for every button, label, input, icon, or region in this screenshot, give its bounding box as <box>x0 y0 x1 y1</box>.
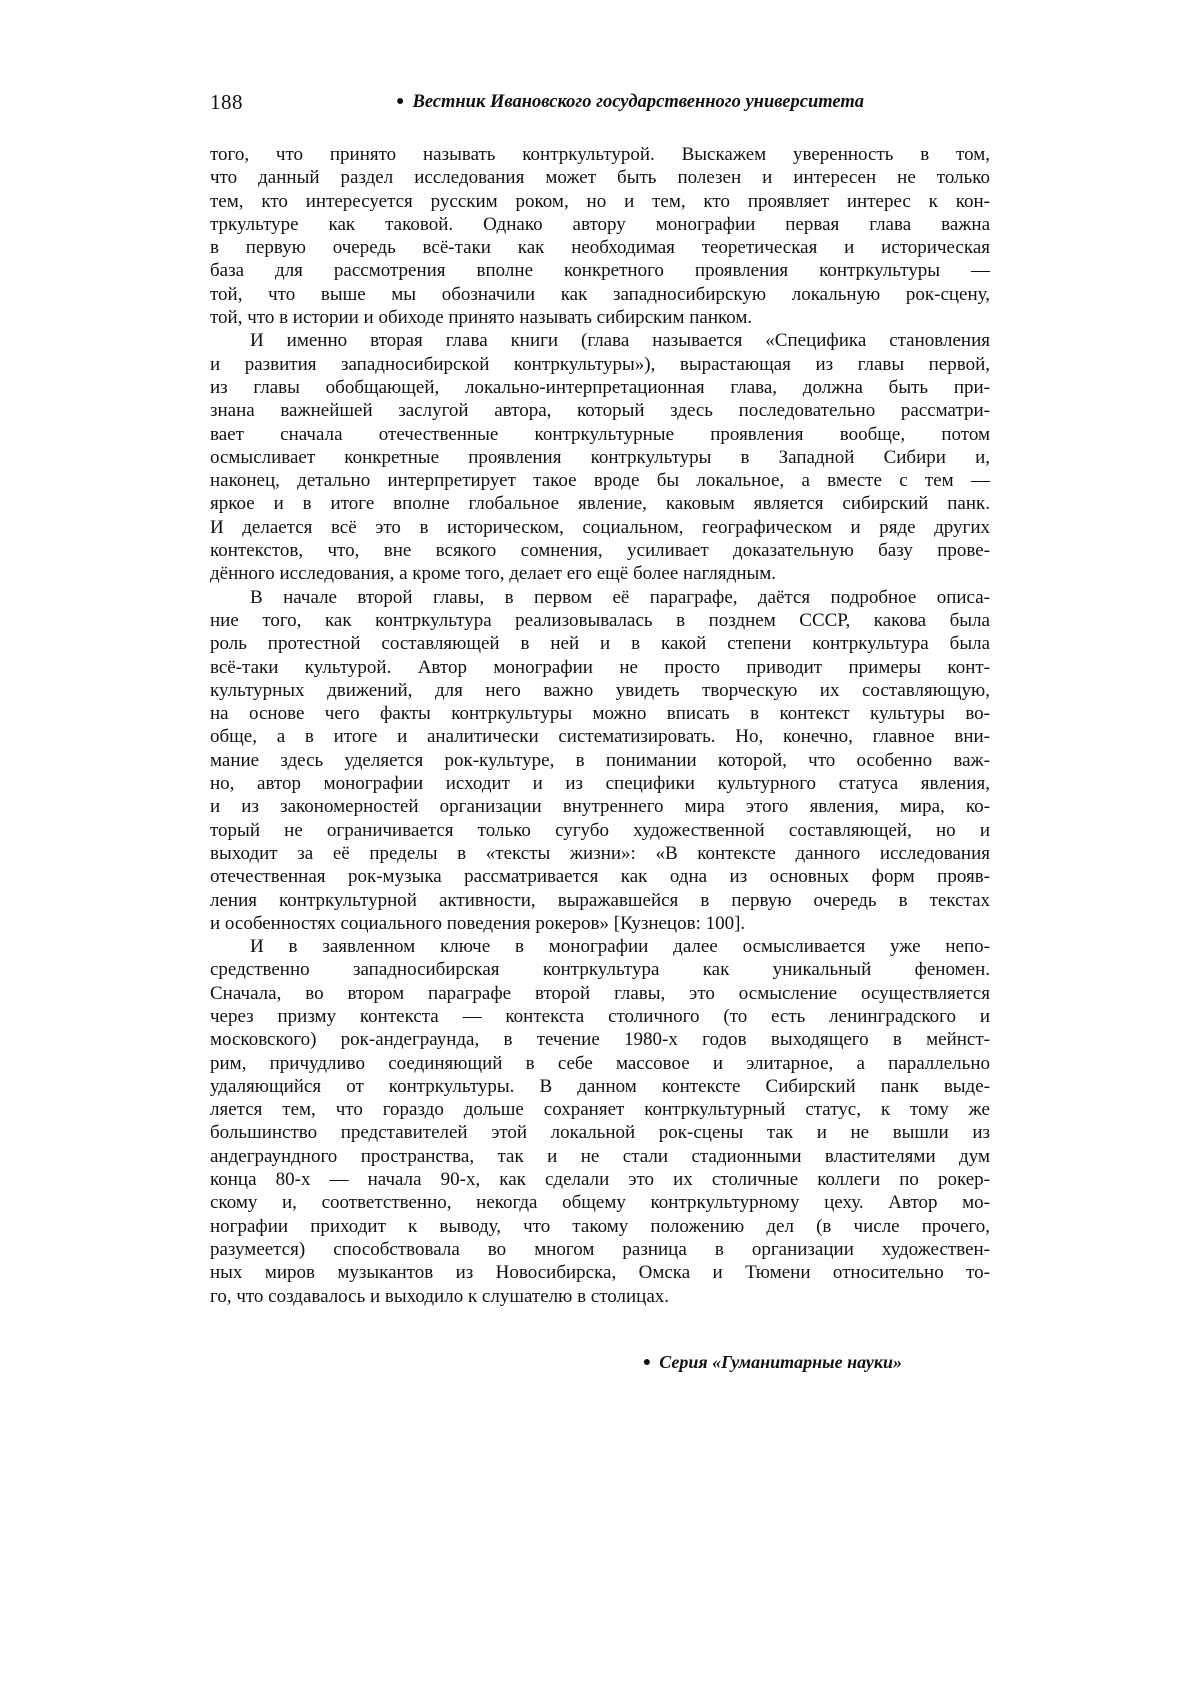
paragraph <box>210 329 990 585</box>
text-line: знана важнейшей заслугой автора, который здесь последовательно рассматри- <box>210 400 990 422</box>
text-line: скому и, соответственно, некогда общему контркультурному цеху. Автор мо- <box>210 1192 990 1214</box>
journal-title <box>270 92 990 113</box>
bullet-icon: ● <box>396 94 405 109</box>
text-line: ляется тем, что гораздо дольше сохраняет контркультурный статус, к тому же <box>210 1099 990 1121</box>
text-line: того, что принято называть контркультурой. Выскажем уверенность в том, <box>210 144 990 165</box>
text-line: что данный раздел исследования может быть полезен и интересен не только <box>210 167 990 189</box>
text-line: андеграундного пространства, так и не стали стадионными властителями дум <box>210 1145 990 1167</box>
text-line: удаляющийся от контркультуры. В данном контексте Сибирский панк выде- <box>210 1075 990 1097</box>
text-line: нографии приходит к выводу, что такому положению дел (в числе прочего, <box>210 1215 990 1237</box>
text-line: контекстов, что, вне всякого сомнения, усиливает доказательную базу прове- <box>210 540 990 562</box>
bullet-icon: ● <box>642 1355 652 1370</box>
text-line: торый не ограничивается только сугубо художественной составляющей, но и <box>210 819 990 841</box>
text-line: и из закономерностей организации внутреннего мира этого явления, мира, ко- <box>210 796 990 818</box>
text-line: культурных движений, для него важно увидеть творческую их составляющую, <box>210 679 990 701</box>
journal-title-text: Вестник Ивановского государственного университета <box>412 92 864 112</box>
text-line: В начале второй главы, в первом её параграфе, даётся подробное описа- <box>250 586 990 608</box>
text-line: через призму контекста — контекста столичного (то есть ленинградского и <box>210 1005 990 1027</box>
text-line: конца 80-х — начала 90-х, как сделали это их столичные коллеги по рокер- <box>210 1169 990 1191</box>
page-header <box>210 90 990 118</box>
text-line: разумеется) способствовала во многом разница в организации художествен- <box>210 1238 990 1260</box>
text-line: выходит за её пределы в «тексты жизни»: «В контексте данного исследования <box>210 842 990 864</box>
text-line: из главы обобщающей, локально-интерпретационная глава, должна быть при- <box>210 376 990 398</box>
page-number: 188 <box>210 90 243 114</box>
text-line: осмысливает конкретные проявления контркультуры в Западной Сибири и, <box>210 446 990 468</box>
text-line: И делается всё это в историческом, социальном, географическом и ряде других <box>210 516 990 538</box>
text-line: на основе чего факты контркультуры можно вписать в контекст культуры во- <box>210 703 990 725</box>
text-line: ных миров музыкантов из Новосибирска, Омска и Тюмени относительно то- <box>210 1262 990 1284</box>
text-line: той, что выше мы обозначили как западносибирскую локальную рок-сцену, <box>210 283 990 305</box>
text-line: дённого исследования, а кроме того, делает его ещё более наглядным. <box>210 563 777 585</box>
text-line: средственно западносибирская контркультура как уникальный феномен. <box>210 959 990 981</box>
paragraph <box>210 586 990 935</box>
text-line: яркое и в итоге вполне глобальное явление, каковым является сибирский панк. <box>210 493 990 515</box>
text-line: большинство представителей этой локальной рок-сцены так и не вышли из <box>210 1122 990 1144</box>
text-line: наконец, детально интерпретирует такое вроде бы локальное, а вместе с тем — <box>210 470 990 492</box>
text-line: московского) рок-андеграунда, в течение 1980-х годов выходящего в мейнст- <box>210 1029 990 1051</box>
text-line: отечественная рок-музыка рассматривается как одна из основных форм прояв- <box>210 866 990 888</box>
paragraph <box>210 143 990 329</box>
text-line: Сначала, во втором параграфе второй главы, это осмысление осуществляется <box>210 982 990 1004</box>
text-line: И именно вторая глава книги (глава называется «Специфика становления <box>250 330 990 352</box>
text-line: ние того, как контркультура реализовывалась в позднем СССР, какова была <box>210 609 990 631</box>
text-line: И в заявленном ключе в монографии далее осмысливается уже непо- <box>250 936 990 958</box>
series-title: Серия «Гуманитарные науки» <box>659 1352 902 1372</box>
text-line: база для рассмотрения вполне конкретного проявления контркультуры — <box>210 260 990 282</box>
text-line: и развития западносибирской контркультуры»), вырастающая из главы первой, <box>210 353 990 375</box>
text-line: в первую очередь всё-таки как необходимая теоретическая и историческая <box>210 237 990 259</box>
text-line: рим, причудливо соединяющий в себе массовое и элитарное, а параллельно <box>210 1052 990 1074</box>
text-line: мание здесь уделяется рок-культуре, в понимании которой, что особенно важ- <box>210 749 990 771</box>
page-footer <box>210 1352 990 1373</box>
text-line: той, что в истории и обиходе принято называть сибирским панком. <box>210 307 753 329</box>
text-line: тркультуре как таковой. Однако автору монографии первая глава важна <box>210 213 990 235</box>
text-line: ления контркультурной активности, выражавшейся в первую очередь в текстах <box>210 889 990 911</box>
text-line: го, что создавалось и выходило к слушателю в столицах. <box>210 1285 670 1307</box>
text-line: вает сначала отечественные контркультурные проявления вообще, потом <box>210 423 990 445</box>
text-line: но, автор монографии исходит и из специфики культурного статуса явления, <box>210 773 990 795</box>
text-line: всё-таки культурой. Автор монографии не просто приводит примеры конт- <box>210 656 990 678</box>
text-line: и особенностях социального поведения рокеров» [Кузнецов: 100]. <box>210 912 746 934</box>
text-line: роль протестной составляющей в ней и в какой степени контркультура была <box>210 633 990 655</box>
paragraph <box>210 935 990 1308</box>
body-text <box>210 143 990 1308</box>
text-line: тем, кто интересуется русским роком, но и тем, кто проявляет интерес к кон- <box>210 190 990 212</box>
text-line: обще, а в итоге и аналитически систематизировать. Но, конечно, главное вни- <box>210 726 990 748</box>
